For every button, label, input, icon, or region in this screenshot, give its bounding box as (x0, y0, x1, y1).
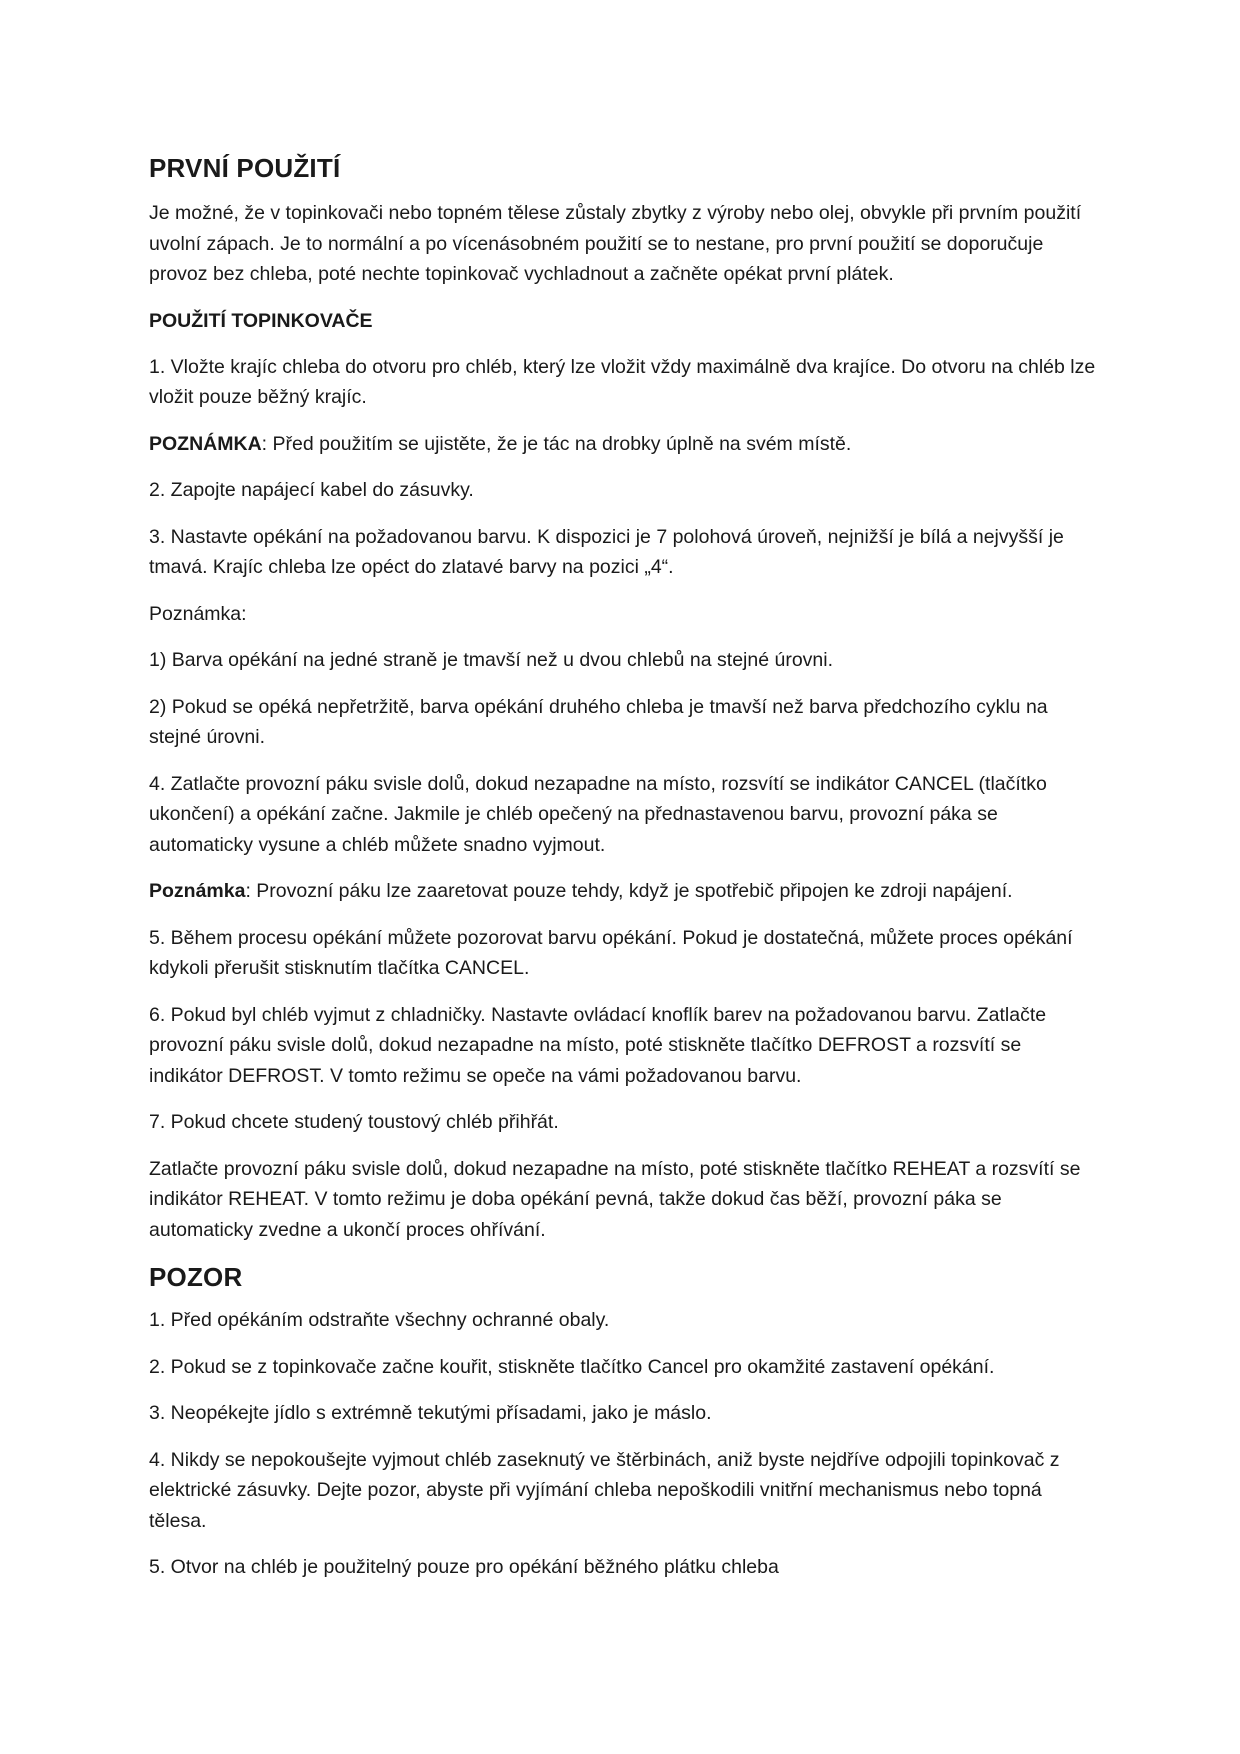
note-2-heading: Poznámka: (149, 602, 247, 625)
step-6: 6. Pokud byl chléb vyjmut z chladničky. Nastavte ovládací knoflík barev na požadovanou barvu. Zatlačte provozní páku svisle dolů, dokud nezapadne na místo, poté stiskněte tlačítko DEFROST a rozsvítí se indikátor DEFROST. V tomto režimu se opeče na vámi požadovanou barvu. (149, 1003, 1047, 1087)
pozor-4: 4. Nikdy se nepokoušejte vyjmout chléb zaseknutý ve štěrbinách, aniž byste nejdříve odpojili topinkovač z elektrické zásuvky. Dejte pozor, abyste při vyjímání chleba nepoškodili vnitřní mechanismus nebo topná tělesa. (149, 1448, 1060, 1532)
pozor-5: 5. Otvor na chléb je použitelný pouze pro opékání běžného plátku chleba (149, 1556, 779, 1578)
step-7-detail: Zatlačte provozní páku svisle dolů, dokud nezapadne na místo, poté stiskněte tlačítko REHEAT a rozsvítí se indikátor REHEAT. V tomto režimu je doba opékání pevná, takže dokud čas běží, provozní páka se automaticky zvedne a ukončí proces ohřívání. (149, 1157, 1081, 1241)
note-2-item-2: 2) Pokud se opéká nepřetržitě, barva opékání druhého chleba je tmavší než barva předchozího cyklu na stejné úrovni. (149, 695, 1048, 748)
heading-pozor: POZOR (149, 1262, 243, 1292)
pozor-1: 1. Před opékáním odstraňte všechny ochranné obaly. (149, 1309, 610, 1331)
note-1 (149, 429, 1100, 460)
step-7: 7. Pokud chcete studený toustový chléb přihřát. (149, 1111, 559, 1133)
step-1: 1. Vložte krajíc chleba do otvoru pro chléb, který lze vložit vždy maximálně dva krajíce. Do otvoru na chléb lze vložit pouze běžný krajíc. (149, 355, 1096, 408)
step-5: 5. Během procesu opékání můžete pozorovat barvu opékání. Pokud je dostatečná, můžete proces opékání kdykoli přerušit stisknutím tlačítka CANCEL. (149, 926, 1073, 979)
step-2: 2. Zapojte napájecí kabel do zásuvky. (149, 479, 474, 501)
pozor-2: 2. Pokud se z topinkovače začne kouřit, stiskněte tlačítko Cancel pro okamžité zastavení opékání. (149, 1355, 995, 1378)
step-3: 3. Nastavte opékání na požadovanou barvu. K dispozici je 7 polohová úroveň, nejnižší je bílá a nejvyšší je tmavá. Krajíc chleba lze opéct do zlatavé barvy na pozici „4“. (149, 525, 1064, 578)
note-3-text: : Provozní páku lze zaaretovat pouze tehdy, když je spotřebič připojen ke zdroji napájení. (245, 880, 1013, 902)
note-1-label: POZNÁMKA (149, 432, 262, 455)
note-1-text: : Před použitím se ujistěte, že je tác na drobky úplně na svém místě. (261, 432, 852, 455)
heading-prvni-pouziti: PRVNÍ POUŽITÍ (149, 153, 341, 183)
note-3-label: Poznámka (149, 880, 246, 902)
note-3 (149, 876, 1100, 907)
intro-paragraph: Je možné, že v topinkovači nebo topném tělese zůstaly zbytky z výroby nebo olej, obvykle při prvním použití uvolní zápach. Je to normální a po vícenásobném použití se to nestane, pro první použití se doporučuje provoz bez chleba, poté nechte topinkovač vychladnout a začněte opékat první plátek. (149, 202, 1082, 285)
pozor-3: 3. Neopékejte jídlo s extrémně tekutými přísadami, jako je máslo. (149, 1402, 712, 1424)
note-2-item-1: 1) Barva opékání na jedné straně je tmavší než u dvou chlebů na stejné úrovni. (149, 649, 834, 671)
heading-pouziti-topinkovace: POUŽITÍ TOPINKOVAČE (149, 309, 373, 332)
step-4: 4. Zatlačte provozní páku svisle dolů, dokud nezapadne na místo, rozsvítí se indikátor CANCEL (tlačítko ukončení) a opékání začne. Jakmile je chléb opečený na přednastavenou barvu, provozní páka se automaticky vysune a chléb můžete snadno vyjmout. (149, 772, 1047, 856)
